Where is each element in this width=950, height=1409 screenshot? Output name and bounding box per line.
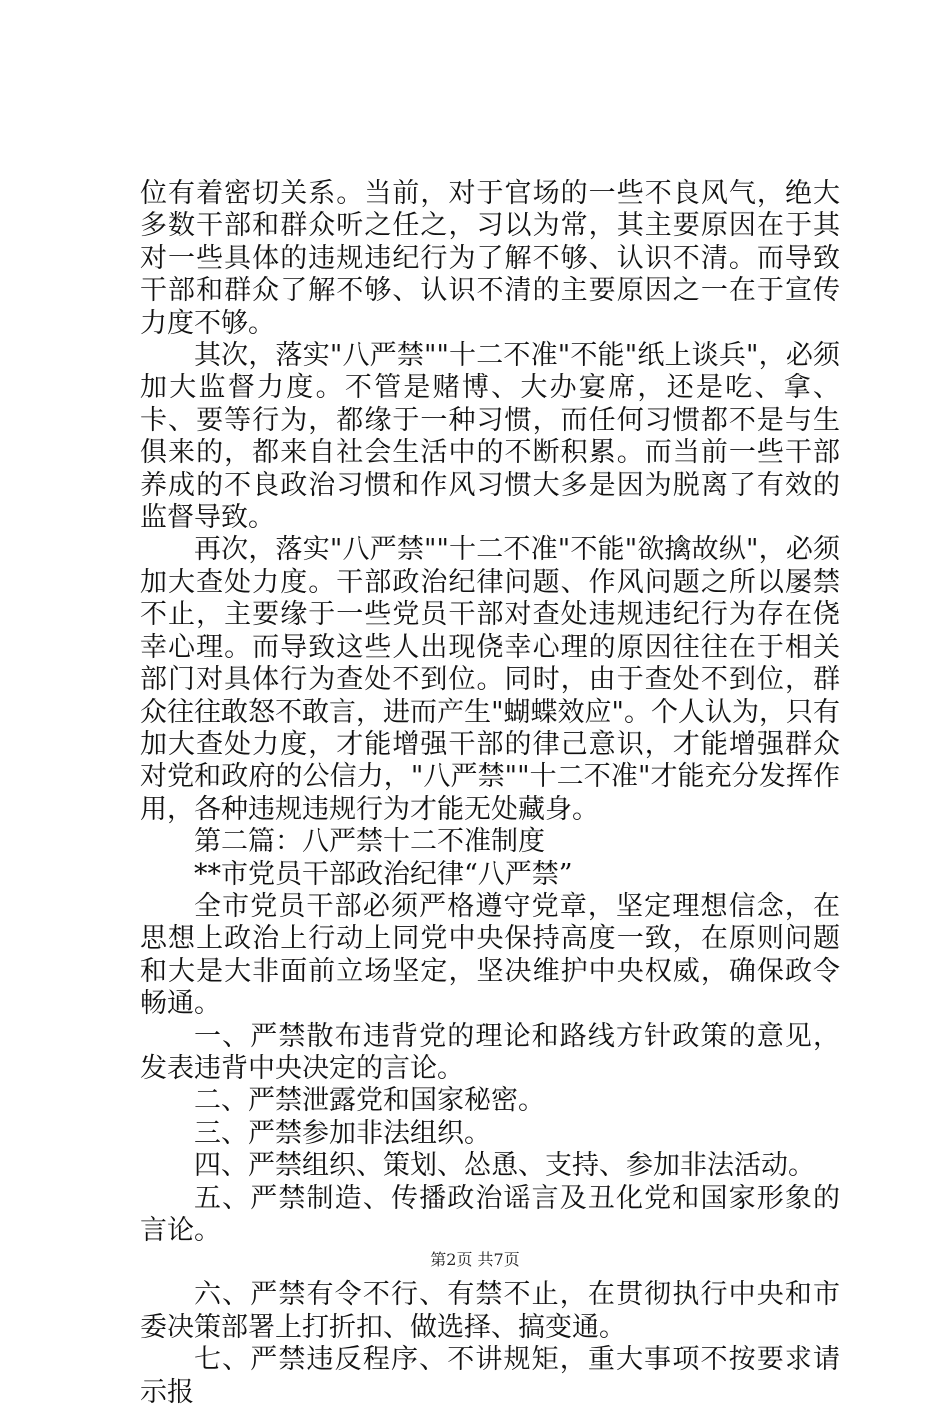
- paragraph-intro: 全市党员干部必须严格遵守党章，坚定理想信念，在思想上政治上行动上同党中央保持高度一致，在原则问题和大是大非面前立场坚定，坚决维护中央权威，确保政令畅通。: [140, 890, 840, 1020]
- subsection-heading: **市党员干部政治纪律“八严禁”: [194, 858, 573, 890]
- rule-item-7: 七、严禁违反程序、不讲规矩，重大事项不按要求请示报: [140, 1344, 840, 1408]
- rule-item-3: 三、严禁参加非法组织。: [194, 1117, 491, 1149]
- rule-item-2: 二、严禁泄露党和国家秘密。: [194, 1085, 545, 1117]
- paragraph-continuation: 位有着密切关系。当前，对于官场的一些不良风气，绝大多数干部和群众听之任之，习以为常，其主要原因在于其对一些具体的违规违纪行为了解不够、认识不清。而导致干部和群众了解不够、认识不清的主要原因之一在于宣传力度不够。: [140, 178, 840, 339]
- paragraph-supervision: 其次，落实"八严禁""十二不准"不能"纸上谈兵"，必须加大监督力度。不管是赌博、大办宴席，还是吃、拿、卡、要等行为，都缘于一种习惯，而任何习惯都不是与生俱来的，都来自社会生活中的不断积累。而当前一些干部养成的不良政治习惯和作风习惯大多是因为脱离了有效的监督导致。: [140, 340, 840, 534]
- rule-item-1: 一、严禁散布违背党的理论和路线方针政策的意见，发表违背中央决定的言论。: [140, 1020, 840, 1084]
- section-heading: 第二篇：八严禁十二不准制度: [194, 826, 545, 858]
- document-body: [140, 178, 840, 1409]
- rule-item-6: 六、严禁有令不行、有禁不止，在贯彻执行中央和市委决策部署上打折扣、做选择、搞变通。: [140, 1279, 840, 1343]
- page-footer: 第2页 共7页: [430, 1250, 520, 1269]
- paragraph-investigation: 再次，落实"八严禁""十二不准"不能"欲擒故纵"，必须加大查处力度。干部政治纪律问题、作风问题之所以屡禁不止，主要缘于一些党员干部对查处违规违纪行为存在侥幸心理。而导致这些人出现侥幸心理的原因往往在于相关部门对具体行为查处不到位。同时，由于查处不到位，群众往往敢怒不敢言，进而产生"蝴蝶效应"。个人认为，只有加大查处力度，才能增强干部的律己意识，才能增强群众对党和政府的公信力，"八严禁""十二不准"才能充分发挥作用，各种违规违规行为才能无处藏身。: [140, 534, 840, 825]
- rule-item-4: 四、严禁组织、策划、怂恿、支持、参加非法活动。: [194, 1150, 815, 1182]
- rule-item-5: 五、严禁制造、传播政治谣言及丑化党和国家形象的言论。: [140, 1182, 840, 1246]
